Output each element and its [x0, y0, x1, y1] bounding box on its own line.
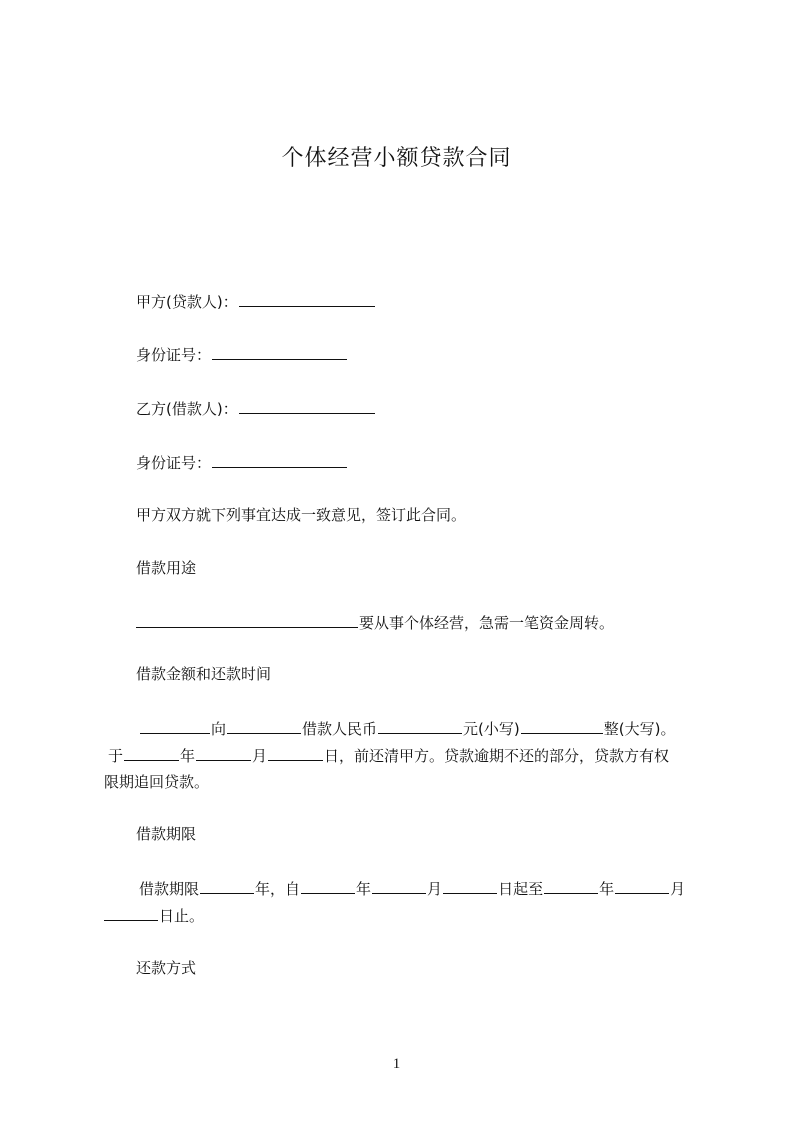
amount-small-blank — [378, 718, 462, 734]
end-day-blank — [104, 905, 158, 921]
section-heading-term: 借款期限 — [136, 825, 197, 843]
party-a-id-line — [136, 344, 348, 365]
start-year-text: 年 — [356, 880, 372, 898]
purpose-line — [136, 612, 614, 633]
party-b-blank — [239, 398, 375, 414]
end-year-blank — [544, 878, 598, 894]
start-month-text: 月 — [427, 880, 443, 898]
amount-small-text: 元(小写) — [463, 720, 520, 738]
start-day-blank — [443, 878, 497, 894]
purpose-text: 要从事个体经营，急需一笔资金周转。 — [359, 614, 615, 632]
section-heading-purpose: 借款用途 — [136, 559, 197, 577]
document-title: 个体经营小额贷款合同 — [281, 146, 512, 171]
repay-date-line — [108, 745, 669, 766]
repay-month-text: 月 — [252, 747, 268, 765]
purpose-blank — [136, 612, 358, 628]
party-b-id-blank — [212, 452, 347, 468]
term-year-text: 年，自 — [255, 880, 301, 898]
agreement-paragraph: 甲方双方就下列事宜达成一致意见，签订此合同。 — [136, 506, 467, 524]
page-number: 1 — [392, 1056, 401, 1072]
repay-year-blank — [124, 745, 179, 761]
section-heading-repay: 还款方式 — [136, 959, 197, 977]
party-a-label: 甲方(贷款人)： — [136, 293, 238, 311]
repay-day-blank — [268, 745, 323, 761]
borrower-blank — [227, 718, 301, 734]
section-heading-amount: 借款金额和还款时间 — [136, 665, 272, 683]
repay-yu-text: 于 — [108, 747, 124, 765]
party-b-id-label: 身份证号： — [136, 454, 212, 472]
party-b-line — [136, 398, 376, 419]
amount-big-blank — [521, 718, 603, 734]
repay-line-2: 限期追回贷款。 — [104, 773, 210, 791]
amount-borrow-text: 借款人民币 — [302, 720, 378, 738]
party-a-blank — [239, 291, 375, 307]
lender-blank — [140, 718, 210, 734]
end-month-text: 月 — [670, 880, 686, 898]
repay-day-text: 日，前还清甲方。贷款逾期不还的部分，贷款方有权 — [324, 747, 670, 765]
amount-to-text: 向 — [211, 720, 227, 738]
end-month-blank — [615, 878, 669, 894]
amount-big-text: 整(大写)。 — [603, 720, 676, 738]
term-line — [139, 878, 685, 899]
term-years-blank — [200, 878, 254, 894]
repay-year-text: 年 — [180, 747, 196, 765]
end-year-text: 年 — [599, 880, 615, 898]
party-b-id-line — [136, 452, 348, 473]
start-year-blank — [301, 878, 355, 894]
amount-line — [139, 718, 675, 739]
start-month-blank — [372, 878, 426, 894]
term-label: 借款期限 — [139, 880, 200, 898]
party-a-id-blank — [212, 344, 347, 360]
end-day-text: 日止。 — [159, 907, 205, 925]
party-a-line — [136, 291, 376, 312]
party-a-id-label: 身份证号： — [136, 346, 212, 364]
party-b-label: 乙方(借款人)： — [136, 400, 238, 418]
term-line-2 — [104, 905, 204, 926]
start-day-text: 日起至 — [498, 880, 544, 898]
repay-month-blank — [196, 745, 251, 761]
